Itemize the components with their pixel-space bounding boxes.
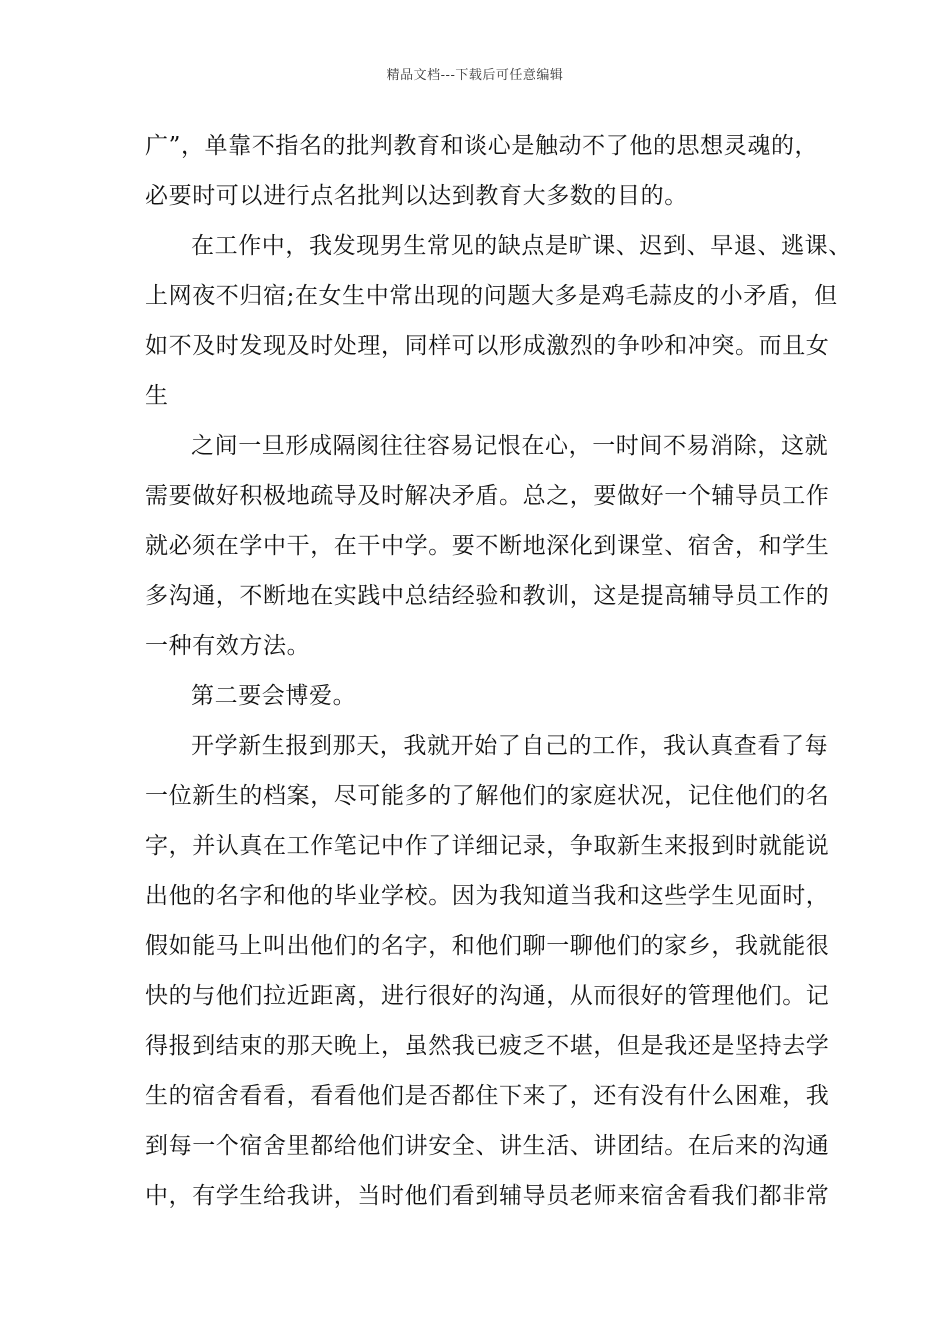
text-line: 如不及时发现及时处理，同样可以形成激烈的争吵和冲突。而且女 — [145, 333, 830, 359]
text-line: 字，并认真在工作笔记中作了详细记录，争取新生来报到时就能说 — [145, 833, 830, 859]
text-line: 需要做好积极地疏导及时解决矛盾。总之，要做好一个辅导员工作 — [145, 483, 830, 509]
page-header: 精品文档---下载后可任意编辑 — [386, 68, 564, 83]
text-line: 生 — [145, 383, 169, 409]
text-line: 到每一个宿舍里都给他们讲安全、讲生活、讲团结。在后来的沟通 — [145, 1133, 830, 1159]
text-line: 一种有效方法。 — [145, 633, 311, 659]
text-line: 中，有学生给我讲，当时他们看到辅导员老师来宿舍看我们都非常 — [145, 1183, 830, 1209]
paragraph-start-line: 在工作中，我发现男生常见的缺点是旷课、迟到、早退、逃课、 — [191, 233, 852, 259]
text-line: 广”，单靠不指名的批判教育和谈心是触动不了他的思想灵魂的， — [145, 133, 819, 159]
text-line: 快的与他们拉近距离，进行很好的沟通，从而很好的管理他们。记 — [145, 983, 830, 1009]
paragraph-start-line: 开学新生报到那天，我就开始了自己的工作，我认真查看了每 — [191, 733, 829, 759]
text-line: 多沟通，不断地在实践中总结经验和教训，这是提高辅导员工作的 — [145, 583, 830, 609]
text-line: 上网夜不归宿;在女生中常出现的问题大多是鸡毛蒜皮的小矛盾，但 — [145, 283, 838, 309]
text-line: 一位新生的档案，尽可能多的了解他们的家庭状况，记住他们的名 — [145, 783, 830, 809]
text-line: 得报到结束的那天晚上，虽然我已疲乏不堪，但是我还是坚持去学 — [145, 1033, 830, 1059]
text-line: 假如能马上叫出他们的名字，和他们聊一聊他们的家乡，我就能很 — [145, 933, 830, 959]
text-line: 就必须在学中干，在干中学。要不断地深化到课堂、宿舍，和学生 — [145, 533, 830, 559]
text-line: 出他的名字和他的毕业学校。因为我知道当我和这些学生见面时， — [145, 883, 830, 909]
paragraph-start-line: 之间一旦形成隔阂往往容易记恨在心，一时间不易消除，这就 — [191, 433, 829, 459]
section-heading-line: 第二要会博爱。 — [191, 683, 357, 709]
document-body — [145, 128, 852, 1228]
text-line: 必要时可以进行点名批判以达到教育大多数的目的。 — [145, 183, 688, 209]
text-line: 生的宿舍看看，看看他们是否都住下来了，还有没有什么困难，我 — [145, 1083, 830, 1109]
